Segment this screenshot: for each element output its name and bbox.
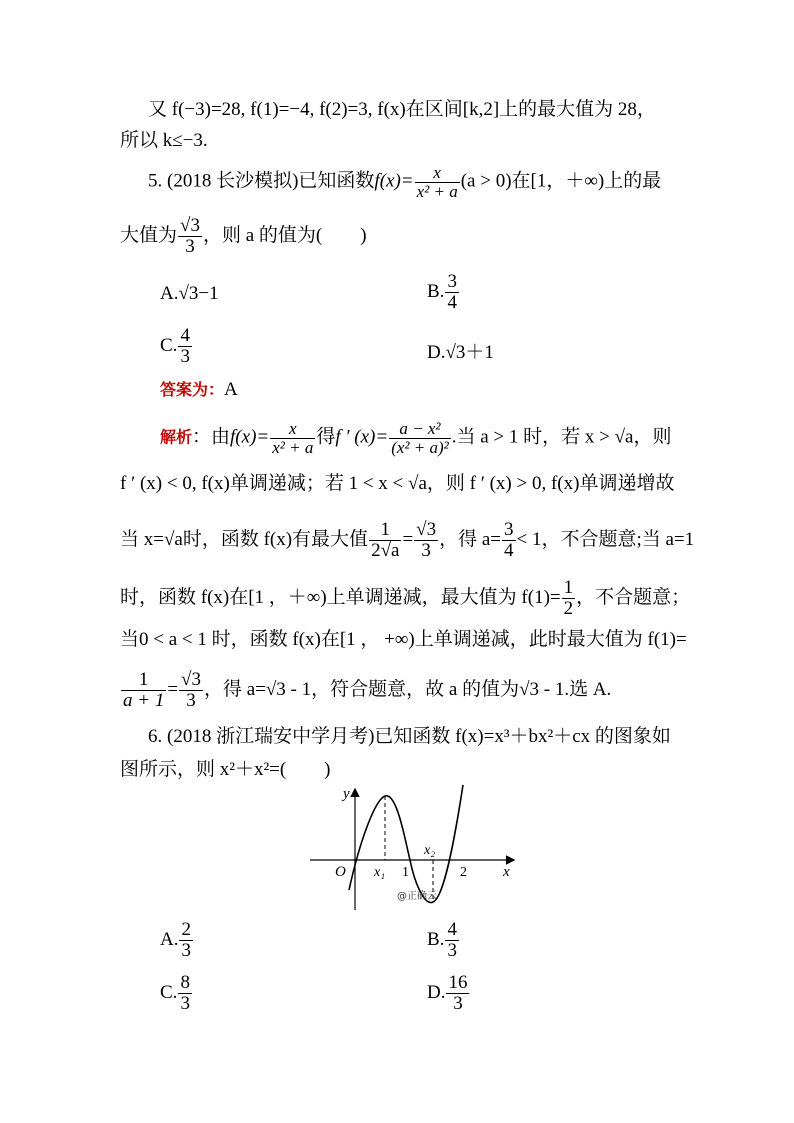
x1-label: x₁ xyxy=(374,865,386,880)
origin-label: O xyxy=(335,864,346,880)
q6-source: (2018 浙江瑞安中学月考) xyxy=(167,726,375,747)
analysis-fraction-6: $\frac{1}{2}$ xyxy=(563,577,574,619)
analysis-text: 当 x=√a时，函数 f(x)有最大值 xyxy=(120,528,369,550)
q6-stem-text: 已知函数 f(x)=x³＋bx²＋cx 的图象如 xyxy=(374,726,671,747)
option-label: D. xyxy=(427,981,446,1003)
option-label: D. xyxy=(427,342,446,363)
tick-2-label: 2 xyxy=(460,865,467,880)
option-fraction: $\frac{8}{3}$ xyxy=(180,972,190,1014)
analysis-fraction-7: $\frac{1}{a + 1}$ xyxy=(123,669,165,711)
x-axis-label: x xyxy=(503,864,510,880)
watermark: @正确云 xyxy=(397,891,437,902)
option-label: B. xyxy=(427,928,445,950)
analysis-text: .当 a > 1 时，若 x > √a，则 xyxy=(451,426,672,448)
q5-option-d[interactable] xyxy=(427,337,494,364)
analysis-text: 得 xyxy=(316,426,336,448)
q6-function-graph xyxy=(305,780,525,915)
answer-value: A xyxy=(224,379,238,400)
option-fraction: $\frac{4}{3}$ xyxy=(180,325,190,367)
analysis-text: 时，函数 f(x)在[1 ，＋∞)上单调递减，最大值为 f(1)= xyxy=(120,586,561,608)
q5-option-c[interactable] xyxy=(160,326,193,367)
q6-stem-line-1 xyxy=(148,727,671,746)
option-label: C. xyxy=(160,981,178,1003)
analysis-fraction-3: $\frac{1}{2√a}$ xyxy=(371,519,400,561)
q5-option-a[interactable] xyxy=(160,283,219,305)
q6-number: 6. xyxy=(148,726,163,747)
q5-analysis-line-2: f ′ (x) < 0, f(x)单调递减；若 1 < x < √a，则 f ′ (x) > 0, f(x)单调递增故 xyxy=(120,473,675,494)
q6-option-d[interactable] xyxy=(427,973,470,1014)
analysis-function: f(x)= xyxy=(230,426,270,448)
option-fraction: $\frac{3}{4}$ xyxy=(447,271,457,313)
analysis-derivative: f ′ (x)= xyxy=(335,426,389,448)
analysis-fraction-4: $\frac{√3}{3}$ xyxy=(416,519,437,561)
option-value: √3−1 xyxy=(178,283,219,304)
q5-function: f(x)= xyxy=(374,170,414,192)
option-value: √3＋1 xyxy=(445,342,494,363)
cubic-curve xyxy=(349,785,463,902)
q5-stem-text: 已知函数 xyxy=(298,170,375,192)
q5-analysis-line-4 xyxy=(120,578,690,619)
q6-option-c[interactable] xyxy=(160,973,193,1014)
analysis-text: ，不合题意； xyxy=(576,586,691,608)
option-label: A. xyxy=(160,928,179,950)
prev-line-1: 又 f(−3)=28, f(1)=−4, f(2)=3, f(x)在区间[k,2]上的最大值为 28， xyxy=(148,99,656,120)
analysis-equals: = xyxy=(167,678,179,700)
q5-stem-line-2 xyxy=(120,216,367,257)
q5-question: ，则 a 的值为( ) xyxy=(202,224,367,246)
q6-option-b[interactable] xyxy=(427,920,460,961)
q5-text-max: 大值为 xyxy=(120,224,178,246)
y-axis-label: y xyxy=(343,786,350,802)
analysis-fraction-8: $\frac{√3}{3}$ xyxy=(181,669,201,711)
tick-1-label: 1 xyxy=(402,865,409,880)
option-fraction: $\frac{2}{3}$ xyxy=(181,919,191,961)
q5-analysis-line-1 xyxy=(160,420,671,457)
answer-label: 答案为： xyxy=(160,380,225,399)
analysis-text: < 1，不合题意;当 a=1 xyxy=(516,528,695,550)
option-fraction: $\frac{4}{3}$ xyxy=(447,919,457,961)
analysis-fraction-1: $\frac{x}{\text{x² + a}}$ xyxy=(272,419,314,457)
q6-stem-line-2: 图所示，则 x²＋x²=( ) xyxy=(120,759,331,780)
q6-option-a[interactable] xyxy=(160,920,194,961)
q5-source: (2018 长沙模拟) xyxy=(167,170,299,192)
option-fraction: $\frac{16}{3}$ xyxy=(448,972,468,1014)
option-label: B. xyxy=(427,280,445,302)
q5-analysis-line-6 xyxy=(120,670,611,711)
q5-condition: (a > 0)在[1，＋∞)上的最 xyxy=(460,170,662,192)
q5-answer xyxy=(160,380,238,399)
q5-analysis-line-3 xyxy=(120,520,694,561)
option-label: A. xyxy=(160,283,179,304)
q5-max-fraction: $\frac{√3}{3}$ xyxy=(180,215,200,257)
q5-number: 5. xyxy=(148,170,163,192)
q5-fraction: $\frac{x}{\text{x² + a}}$ xyxy=(416,163,458,201)
analysis-equals: = xyxy=(402,528,414,550)
prev-line-2: 所以 k≤−3. xyxy=(120,130,208,151)
q5-option-b[interactable] xyxy=(427,272,460,313)
analysis-fraction-5: $\frac{3}{4}$ xyxy=(504,519,514,561)
q5-stem-line-1 xyxy=(148,164,661,201)
q5-analysis-line-5: 当0 < a < 1 时，函数 f(x)在[1 ， +∞)上单调递减，此时最大值为 f(1)= xyxy=(120,629,687,650)
analysis-label: 解析 xyxy=(160,427,193,447)
analysis-text: ：由 xyxy=(192,426,231,448)
option-label: C. xyxy=(160,334,178,356)
analysis-fraction-2: $\frac{\text{a − x²}}{\text{(x² + a)²}}$ xyxy=(391,419,449,457)
analysis-text: ，得 a=√3 - 1，符合题意，故 a 的值为√3 - 1.选 A. xyxy=(203,678,612,700)
analysis-text: ，得 a= xyxy=(439,528,501,550)
x2-label: x₂ xyxy=(424,843,436,858)
